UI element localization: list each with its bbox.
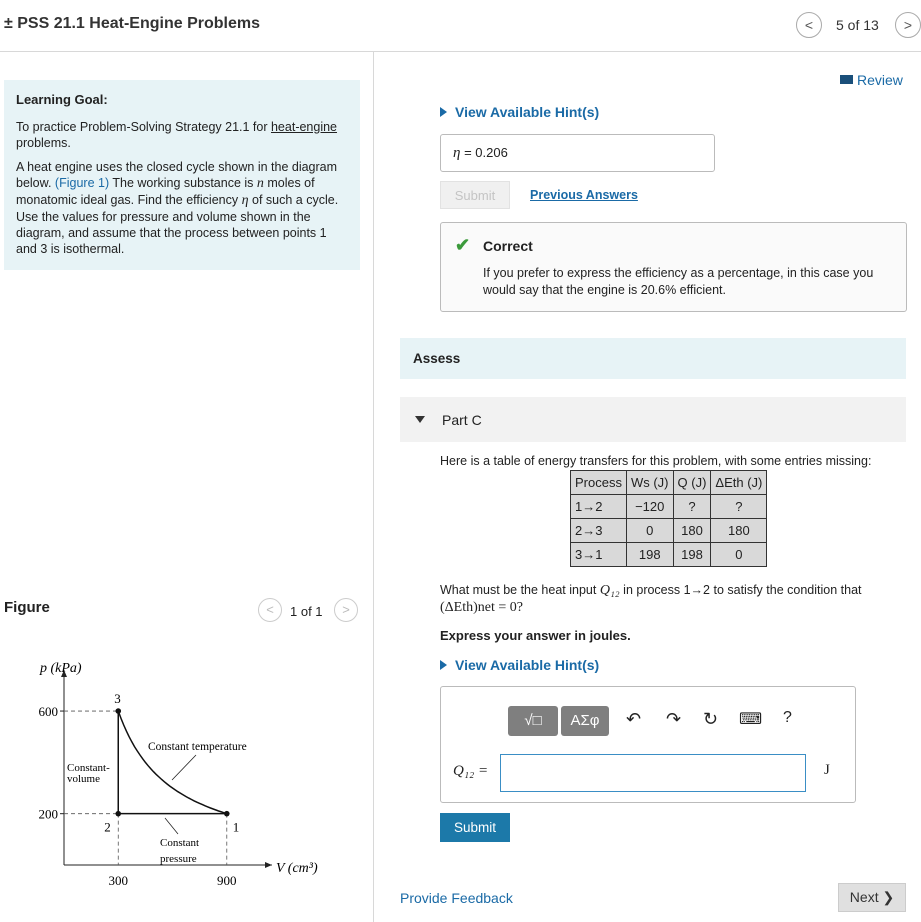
table-row bbox=[571, 495, 767, 519]
prev-problem-button[interactable]: < bbox=[796, 12, 822, 38]
table-cell: 180 bbox=[711, 519, 767, 543]
figure-prev-button[interactable]: < bbox=[258, 598, 282, 622]
problem-pager: 5 of 13 bbox=[836, 17, 879, 33]
heat-engine-link[interactable]: heat-engine bbox=[270, 120, 338, 134]
part-c-header[interactable] bbox=[400, 397, 906, 442]
table-cell: 3→1 bbox=[571, 543, 627, 567]
table-header: Q (J) bbox=[673, 471, 711, 495]
figure-next-button[interactable]: > bbox=[334, 598, 358, 622]
table-cell: 1→2 bbox=[571, 495, 627, 519]
column-divider bbox=[373, 52, 374, 922]
review-link[interactable]: Review bbox=[840, 72, 903, 88]
provide-feedback-link[interactable]: Provide Feedback bbox=[400, 890, 513, 906]
table-row bbox=[571, 519, 767, 543]
table-intro: Here is a table of energy transfers for this problem, with some entries missing: bbox=[440, 454, 872, 468]
table-cell: 180 bbox=[673, 519, 711, 543]
table-header: Process bbox=[571, 471, 627, 495]
greek-symbols-button[interactable]: ΑΣφ bbox=[561, 706, 609, 736]
point-1 bbox=[224, 811, 230, 817]
hint-toggle-b[interactable]: View Available Hint(s) bbox=[440, 104, 599, 120]
table-cell: 0 bbox=[626, 519, 673, 543]
table-header: Ws (J) bbox=[626, 471, 673, 495]
assess-section: Assess bbox=[400, 338, 906, 379]
figure-label: Figure bbox=[4, 599, 50, 616]
keyboard-icon[interactable]: ⌨ bbox=[739, 711, 763, 728]
table-cell: 2→3 bbox=[571, 519, 627, 543]
table-cell: −120 bbox=[626, 495, 673, 519]
learning-goal-heading: Learning Goal: bbox=[16, 92, 108, 107]
xtick-900: 900 bbox=[217, 873, 237, 888]
figure-pager: 1 of 1 bbox=[290, 604, 323, 619]
eta-answer-field: η = 0.206 bbox=[440, 134, 715, 172]
q12-input[interactable] bbox=[500, 754, 806, 792]
isotherm-curve bbox=[118, 711, 227, 814]
redo-icon[interactable]: ↷ bbox=[666, 709, 682, 729]
undo-icon[interactable]: ↶ bbox=[626, 709, 642, 729]
const-vol-label-1: Constant- bbox=[67, 762, 110, 774]
table-cell: 198 bbox=[626, 543, 673, 567]
table-cell: 0 bbox=[711, 543, 767, 567]
q12-label: Q₁₂ = bbox=[453, 763, 489, 779]
const-vol-label-2: volume bbox=[67, 773, 100, 785]
table-cell: ? bbox=[711, 495, 767, 519]
submit-button-disabled[interactable]: Submit bbox=[440, 181, 510, 209]
question-text: What must be the heat input Q₁₂ in process 1→2 to satisfy the condition that (ΔEth)net = 0? bbox=[440, 583, 862, 615]
correct-title: Correct bbox=[483, 238, 533, 254]
next-problem-button[interactable]: > bbox=[895, 12, 921, 38]
math-template-button[interactable]: √□ bbox=[508, 706, 558, 736]
point-1-label: 1 bbox=[232, 819, 240, 835]
caret-right-icon bbox=[440, 107, 447, 117]
figure-link[interactable]: (Figure 1) bbox=[54, 176, 110, 190]
learning-goal-text-1: To practice Problem-Solving Strategy 21.1 for heat-engine problems. bbox=[16, 120, 338, 150]
previous-answers-link[interactable]: Previous Answers bbox=[530, 188, 638, 202]
hint-toggle-c[interactable]: View Available Hint(s) bbox=[440, 657, 599, 673]
table-row bbox=[571, 543, 767, 567]
unit-label: J bbox=[824, 762, 830, 778]
point-3 bbox=[115, 708, 121, 714]
const-temp-label: Constant temperature bbox=[148, 741, 247, 753]
answer-box bbox=[440, 686, 856, 803]
xtick-300: 300 bbox=[108, 873, 129, 888]
energy-table bbox=[570, 470, 767, 567]
learning-goal-text-2: A heat engine uses the closed cycle shown in the diagram below. (Figure 1) The working substance is n moles of monatomic ideal gas. Find the efficiency η of such a cycle. Use the values for pressure and volume shown in the diagram, and assume that the process between points 1 and 3 is isothermal. bbox=[16, 160, 339, 256]
reset-icon[interactable]: ↻ bbox=[703, 709, 719, 729]
v-axis-label: V (cm³) bbox=[276, 861, 318, 876]
table-cell: 198 bbox=[673, 543, 711, 567]
next-button[interactable]: Next ❯ bbox=[838, 883, 906, 912]
point-3-label: 3 bbox=[114, 691, 121, 707]
checkmark-icon: ✔ bbox=[455, 235, 471, 255]
const-p-label-2: pressure bbox=[160, 853, 197, 865]
table-cell: ? bbox=[673, 495, 711, 519]
correct-feedback-box bbox=[440, 222, 907, 312]
const-temp-pointer bbox=[172, 755, 196, 780]
part-c-title: Part C bbox=[442, 412, 482, 428]
help-icon[interactable]: ? bbox=[783, 709, 792, 726]
point-2-label: 2 bbox=[104, 819, 111, 835]
point-2 bbox=[115, 811, 121, 817]
pv-diagram bbox=[0, 650, 373, 910]
learning-goal-panel bbox=[4, 80, 360, 270]
book-icon bbox=[840, 75, 853, 84]
pv-curves bbox=[60, 708, 230, 865]
problem-title: ± PSS 21.1 Heat-Engine Problems bbox=[4, 15, 260, 32]
top-header bbox=[0, 0, 921, 52]
submit-button[interactable]: Submit bbox=[440, 813, 510, 842]
p-axis-label: p (kPa) bbox=[40, 661, 82, 676]
correct-message: If you prefer to express the efficiency as a percentage, in this case you would say that the engine is 20.6% efficient. bbox=[483, 266, 874, 297]
const-p-label-1: Constant bbox=[160, 837, 200, 849]
ytick-600: 600 bbox=[38, 704, 58, 720]
const-p-pointer bbox=[165, 818, 178, 834]
caret-right-icon bbox=[440, 660, 447, 670]
express-instruction: Express your answer in joules. bbox=[440, 628, 631, 643]
ytick-200: 200 bbox=[38, 806, 58, 822]
caret-down-icon bbox=[415, 416, 425, 423]
table-header: ΔEth (J) bbox=[711, 471, 767, 495]
table-header-row bbox=[571, 471, 767, 495]
